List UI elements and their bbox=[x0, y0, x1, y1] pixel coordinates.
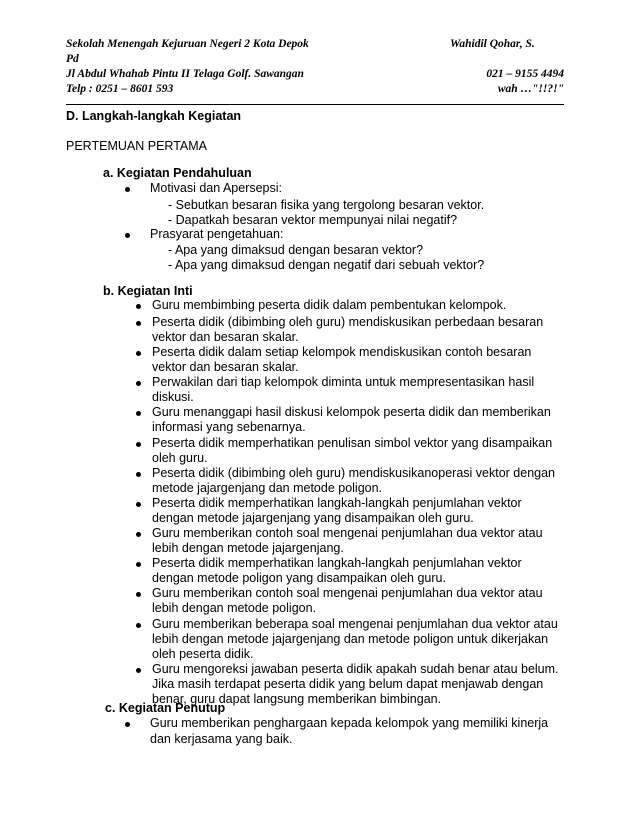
inti-item-line: oleh peserta didik. bbox=[152, 647, 254, 662]
inti-item-line: Perwakilan dari tiap kelompok diminta untuk mempresentasikan hasil bbox=[152, 375, 535, 389]
inti-item-line: Peserta didik memperhatikan langkah-langkah penjumlahan vektor bbox=[152, 496, 522, 510]
bullet-icon bbox=[125, 187, 130, 192]
bullet-icon bbox=[136, 562, 141, 567]
teacher-phone: 021 – 9155 4494 bbox=[486, 68, 564, 80]
pendahuluan-item: Prasyarat pengetahuan: bbox=[150, 227, 284, 241]
bullet-icon bbox=[136, 472, 141, 477]
inti-item-line: Guru memberikan contoh soal mengenai penjumlahan dua vektor atau bbox=[152, 526, 543, 540]
inti-item-line: Guru menanggapi hasil diskusi kelompok peserta didik dan memberikan bbox=[152, 405, 551, 419]
header-divider bbox=[66, 104, 564, 105]
inti-item-line: Guru memberikan contoh soal mengenai penjumlahan dua vektor atau bbox=[152, 586, 543, 600]
inti-title: b. Kegiatan Inti bbox=[103, 284, 193, 298]
pendahuluan-item: Motivasi dan Apersepsi: bbox=[150, 181, 283, 195]
inti-item-line: benar, guru dapat langsung memberikan bimbingan. bbox=[152, 692, 442, 707]
inti-item-line: Guru memberikan beberapa soal mengenai penjumlahan dua vektor atau bbox=[152, 617, 558, 631]
inti-item-line: Peserta didik (dibimbing oleh guru) mendiskusikanoperasi vektor dengan bbox=[152, 466, 556, 480]
school-telephone: Telp : 0251 – 8601 593 bbox=[66, 83, 174, 95]
inti-item-line: oleh guru. bbox=[152, 451, 208, 466]
bullet-icon bbox=[136, 592, 141, 597]
bullet-icon bbox=[136, 411, 141, 416]
inti-item-line: Jika masih terdapat peserta didik yang belum dapat menjawab dengan bbox=[152, 677, 544, 692]
inti-item-line: Peserta didik memperhatikan langkah-langkah penjumlahan vektor bbox=[152, 556, 522, 570]
bullet-icon bbox=[136, 304, 141, 309]
inti-item-line: informasi yang sebenarnya. bbox=[152, 420, 306, 435]
inti-item-line: Guru membimbing peserta didik dalam pembentukan kelompok. bbox=[152, 298, 507, 312]
inti-item-line: dengan metode poligon yang disampaikan oleh guru. bbox=[152, 571, 446, 586]
inti-item-line: Peserta didik dalam setiap kelompok mendiskusikan contoh besaran bbox=[152, 345, 532, 359]
pendahuluan-subitem: - Dapatkah besaran vektor mempunyai nilai negatif? bbox=[168, 213, 458, 227]
bullet-icon bbox=[136, 321, 141, 326]
bullet-icon bbox=[136, 532, 141, 537]
penutup-title: c. Kegiatan Penutup bbox=[105, 701, 226, 715]
inti-item-line: Peserta didik memperhatikan penulisan simbol vektor yang disampaikan bbox=[152, 436, 553, 450]
bullet-icon bbox=[136, 351, 141, 356]
bullet-icon bbox=[136, 623, 141, 628]
section-title: D. Langkah-langkah Kegiatan bbox=[66, 109, 242, 123]
teacher-name: Wahidil Qohar, S. bbox=[450, 38, 535, 50]
penutup-item-line: Guru memberikan penghargaan kepada kelompok yang memiliki kinerja bbox=[150, 716, 549, 730]
teacher-name-continued: Pd bbox=[66, 53, 79, 65]
school-address: Jl Abdul Whahab Pintu II Telaga Golf. Sawangan bbox=[66, 68, 304, 80]
bullet-icon bbox=[136, 668, 141, 673]
school-name: Sekolah Menengah Kejuruan Negeri 2 Kota Depok bbox=[66, 38, 309, 50]
meeting-title: PERTEMUAN PERTAMA bbox=[66, 139, 207, 153]
bullet-icon bbox=[136, 381, 141, 386]
header-tagline: wah …"!!?!" bbox=[497, 83, 564, 95]
inti-item-line: vektor dan besaran skalar. bbox=[152, 330, 299, 345]
inti-item-line: dengan metode jajargenjang yang disampaikan oleh guru. bbox=[152, 511, 474, 526]
pendahuluan-subitem: - Apa yang dimaksud dengan besaran vektor? bbox=[168, 243, 424, 257]
inti-item-line: Peserta didik (dibimbing oleh guru) mendiskusikan perbedaan besaran bbox=[152, 315, 544, 329]
inti-item-line: diskusi. bbox=[152, 390, 194, 405]
penutup-item-line: dan kerjasama yang baik. bbox=[150, 732, 293, 746]
bullet-icon bbox=[136, 442, 141, 447]
inti-item-line: metode jajargenjang dan metode poligon. bbox=[152, 481, 383, 496]
inti-item-line: lebih dengan metode poligon. bbox=[152, 601, 317, 616]
bullet-icon bbox=[125, 722, 130, 727]
bullet-icon bbox=[125, 233, 130, 238]
inti-item-line: Guru mengoreksi jawaban peserta didik apakah sudah benar atau belum. bbox=[152, 662, 559, 676]
pendahuluan-title: a. Kegiatan Pendahuluan bbox=[103, 166, 252, 180]
pendahuluan-subitem: - Sebutkan besaran fisika yang tergolong besaran vektor. bbox=[168, 198, 485, 212]
inti-item-line: lebih dengan metode jajargenjang. bbox=[152, 541, 344, 556]
inti-item-line: lebih dengan metode jajargenjang dan metode poligon untuk dikerjakan bbox=[152, 632, 549, 647]
bullet-icon bbox=[136, 502, 141, 507]
pendahuluan-subitem: - Apa yang dimaksud dengan negatif dari sebuah vektor? bbox=[168, 258, 485, 272]
inti-item-line: vektor dan besaran skalar. bbox=[152, 360, 299, 375]
document-header bbox=[66, 37, 564, 97]
